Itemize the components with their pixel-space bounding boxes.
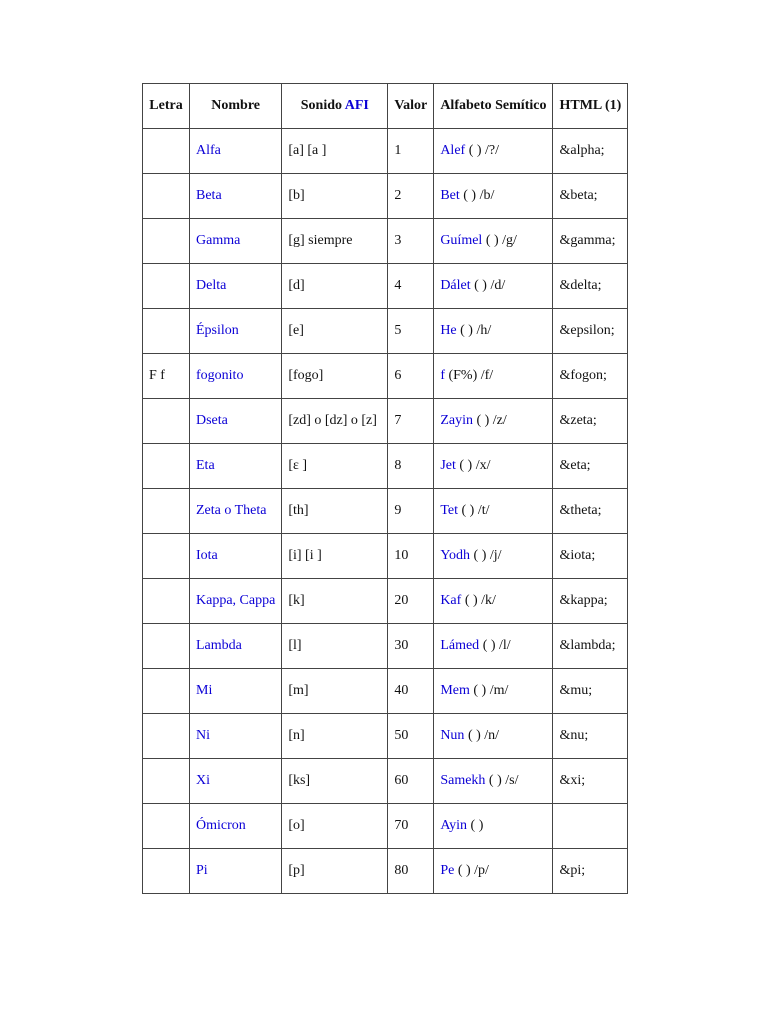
semitic-sound: ( )	[467, 818, 484, 833]
cell-nombre	[190, 669, 282, 714]
cell-html-text: &theta;	[559, 503, 602, 518]
cell-letra	[143, 219, 190, 264]
cell-valor-text: 30	[394, 638, 409, 653]
cell-valor	[388, 264, 434, 309]
semitic-sound: (F%) /f/	[444, 368, 494, 383]
cell-nombre-text[interactable]: Pi	[196, 863, 208, 878]
cell-letra	[143, 534, 190, 579]
cell-nombre	[190, 579, 282, 624]
semitic-letter-link[interactable]: Alef	[440, 143, 466, 158]
cell-alfabeto	[434, 444, 553, 489]
cell-sonido	[282, 714, 388, 759]
cell-nombre-text[interactable]: Xi	[196, 773, 210, 788]
cell-valor	[388, 399, 434, 444]
cell-nombre-text[interactable]: Ómicron	[196, 818, 246, 833]
cell-valor	[388, 354, 434, 399]
cell-letra	[143, 354, 190, 399]
cell-alfabeto	[434, 354, 553, 399]
cell-alfabeto	[434, 399, 553, 444]
cell-sonido	[282, 444, 388, 489]
table-row	[143, 759, 628, 804]
table-row	[143, 354, 628, 399]
cell-nombre	[190, 174, 282, 219]
cell-sonido	[282, 174, 388, 219]
semitic-sound: ( ) /g/	[482, 233, 517, 248]
cell-alfabeto	[434, 489, 553, 534]
cell-alfabeto	[434, 849, 553, 894]
cell-sonido	[282, 219, 388, 264]
cell-nombre	[190, 804, 282, 849]
cell-html-text: &kappa;	[559, 593, 608, 608]
cell-alfabeto	[434, 264, 553, 309]
afi-link[interactable]: AFI	[344, 98, 369, 113]
header-html: HTML (1)	[553, 84, 628, 129]
table-row	[143, 534, 628, 579]
cell-valor-text: 2	[394, 188, 402, 203]
cell-sonido-text: [zd] o [dz] o [z]	[288, 413, 377, 428]
cell-html	[553, 669, 628, 714]
cell-sonido-text: [ε ]	[288, 458, 308, 473]
cell-sonido-text: [a] [a ]	[288, 143, 327, 158]
cell-nombre-text[interactable]: Eta	[196, 458, 215, 473]
cell-html-text: &delta;	[559, 278, 602, 293]
cell-letra	[143, 129, 190, 174]
cell-html	[553, 129, 628, 174]
cell-nombre	[190, 489, 282, 534]
cell-nombre	[190, 219, 282, 264]
semitic-sound: ( ) /h/	[456, 323, 492, 338]
semitic-letter-link[interactable]: Kaf	[440, 593, 462, 608]
cell-nombre-text[interactable]: Mi	[196, 683, 213, 698]
cell-sonido-text: [m]	[288, 683, 309, 698]
cell-html-text: &eta;	[559, 458, 591, 473]
header-row	[143, 84, 628, 129]
semitic-sound: ( ) /?/	[465, 143, 500, 158]
cell-sonido	[282, 624, 388, 669]
cell-alfabeto	[434, 219, 553, 264]
cell-html-text: &lambda;	[559, 638, 616, 653]
cell-sonido-text: [fogo]	[288, 368, 324, 383]
table-row	[143, 714, 628, 759]
semitic-sound: ( ) /j/	[470, 548, 502, 563]
cell-html-text: &beta;	[559, 188, 598, 203]
cell-valor-text: 4	[394, 278, 402, 293]
cell-sonido	[282, 759, 388, 804]
greek-alphabet-table	[142, 83, 628, 894]
cell-html	[553, 714, 628, 759]
cell-alfabeto	[434, 669, 553, 714]
cell-nombre	[190, 534, 282, 579]
cell-html	[553, 309, 628, 354]
cell-sonido	[282, 309, 388, 354]
cell-valor-text: 10	[394, 548, 409, 563]
cell-valor-text: 1	[394, 143, 402, 158]
cell-nombre-text[interactable]: Lambda	[196, 638, 242, 653]
cell-nombre	[190, 399, 282, 444]
cell-valor	[388, 714, 434, 759]
cell-sonido-text: [th]	[288, 503, 309, 518]
cell-sonido	[282, 129, 388, 174]
cell-nombre-text[interactable]: Alfa	[196, 143, 221, 158]
semitic-letter-link[interactable]: Yodh	[440, 548, 471, 563]
cell-letra-text: F f	[149, 368, 165, 383]
cell-valor-text: 3	[394, 233, 402, 248]
cell-valor-text: 60	[394, 773, 409, 788]
semitic-letter-link[interactable]: Nun	[440, 728, 465, 743]
cell-html-text: &fogon;	[559, 368, 607, 383]
cell-alfabeto	[434, 129, 553, 174]
cell-html	[553, 399, 628, 444]
cell-sonido-text: [i] [i ]	[288, 548, 322, 563]
cell-html-text: &zeta;	[559, 413, 597, 428]
cell-sonido-text: [l]	[288, 638, 302, 653]
cell-nombre-text[interactable]: Iota	[196, 548, 218, 563]
cell-sonido-text: [o]	[288, 818, 305, 833]
table-row	[143, 444, 628, 489]
cell-valor-text: 8	[394, 458, 402, 473]
cell-sonido	[282, 669, 388, 714]
cell-letra	[143, 759, 190, 804]
cell-valor	[388, 849, 434, 894]
cell-sonido	[282, 849, 388, 894]
semitic-letter-link[interactable]: Zayin	[440, 413, 473, 428]
cell-nombre-text[interactable]: Dseta	[196, 413, 228, 428]
semitic-letter-link[interactable]: Guímel	[440, 233, 483, 248]
cell-nombre	[190, 444, 282, 489]
table-row	[143, 174, 628, 219]
cell-nombre-text[interactable]: Gamma	[196, 233, 241, 248]
cell-letra	[143, 579, 190, 624]
cell-valor	[388, 219, 434, 264]
cell-html	[553, 354, 628, 399]
cell-html-text: &gamma;	[559, 233, 616, 248]
cell-valor	[388, 804, 434, 849]
cell-valor-text: 50	[394, 728, 409, 743]
cell-sonido	[282, 264, 388, 309]
semitic-letter-link[interactable]: Samekh	[440, 773, 486, 788]
cell-letra	[143, 489, 190, 534]
cell-valor	[388, 489, 434, 534]
semitic-sound: ( ) /s/	[485, 773, 519, 788]
cell-valor	[388, 624, 434, 669]
cell-letra	[143, 309, 190, 354]
cell-sonido-text: [b]	[288, 188, 305, 203]
cell-sonido-text: [e]	[288, 323, 304, 338]
semitic-sound: ( ) /d/	[470, 278, 506, 293]
cell-valor-text: 9	[394, 503, 402, 518]
cell-html-text: &nu;	[559, 728, 589, 743]
header-nombre: Nombre	[190, 84, 282, 129]
cell-valor-text: 5	[394, 323, 402, 338]
cell-nombre-text[interactable]: Kappa, Cappa	[196, 593, 276, 608]
header-sonido-label: Sonido	[300, 98, 345, 113]
table-row	[143, 579, 628, 624]
table-row	[143, 219, 628, 264]
cell-alfabeto	[434, 534, 553, 579]
cell-alfabeto	[434, 309, 553, 354]
semitic-letter-link[interactable]: Mem	[440, 683, 470, 698]
cell-sonido	[282, 399, 388, 444]
cell-alfabeto	[434, 804, 553, 849]
semitic-sound: ( ) /x/	[455, 458, 491, 473]
header-alfabeto: Alfabeto Semítico	[434, 84, 553, 129]
cell-valor	[388, 444, 434, 489]
semitic-sound: ( ) /k/	[461, 593, 496, 608]
cell-html	[553, 264, 628, 309]
cell-nombre	[190, 714, 282, 759]
cell-sonido-text: [g] siempre	[288, 233, 353, 248]
cell-letra	[143, 624, 190, 669]
cell-sonido	[282, 804, 388, 849]
cell-valor-text: 6	[394, 368, 402, 383]
cell-html	[553, 489, 628, 534]
semitic-letter-link[interactable]: Ayin	[440, 818, 468, 833]
cell-html-text: &mu;	[559, 683, 593, 698]
cell-html	[553, 849, 628, 894]
cell-alfabeto	[434, 579, 553, 624]
table-row	[143, 129, 628, 174]
table-row	[143, 804, 628, 849]
table-row	[143, 849, 628, 894]
cell-valor-text: 80	[394, 863, 409, 878]
table-row	[143, 309, 628, 354]
cell-nombre-text[interactable]: Épsilon	[196, 323, 239, 338]
cell-html	[553, 534, 628, 579]
cell-nombre-text[interactable]: Ni	[196, 728, 210, 743]
cell-valor-text: 70	[394, 818, 409, 833]
cell-nombre-text[interactable]: Delta	[196, 278, 227, 293]
cell-letra	[143, 849, 190, 894]
semitic-letter-link[interactable]: Pe	[440, 863, 455, 878]
semitic-sound: ( ) /m/	[469, 683, 509, 698]
semitic-letter-link[interactable]: f	[440, 368, 445, 383]
cell-alfabeto	[434, 624, 553, 669]
table-row	[143, 669, 628, 714]
cell-nombre-text[interactable]: fogonito	[196, 368, 244, 383]
semitic-letter-link[interactable]: Bet	[440, 188, 460, 203]
semitic-letter-link[interactable]: Dálet	[440, 278, 471, 293]
table-body	[143, 129, 628, 894]
header-letra: Letra	[143, 84, 190, 129]
cell-letra	[143, 669, 190, 714]
semitic-sound: ( ) /n/	[464, 728, 500, 743]
cell-html	[553, 579, 628, 624]
cell-sonido-text: [d]	[288, 278, 305, 293]
table-header	[143, 84, 628, 129]
semitic-sound: ( ) /b/	[459, 188, 495, 203]
table-row	[143, 264, 628, 309]
cell-letra	[143, 174, 190, 219]
cell-nombre	[190, 354, 282, 399]
semitic-letter-link[interactable]: Lámed	[440, 638, 480, 653]
cell-valor	[388, 309, 434, 354]
semitic-letter-link[interactable]: Jet	[440, 458, 456, 473]
semitic-sound: ( ) /p/	[454, 863, 489, 878]
cell-nombre	[190, 849, 282, 894]
cell-sonido-text: [p]	[288, 863, 305, 878]
cell-letra	[143, 444, 190, 489]
cell-html	[553, 444, 628, 489]
table-row	[143, 399, 628, 444]
cell-nombre-text[interactable]: Zeta o Theta	[196, 503, 267, 518]
semitic-sound: ( ) /l/	[479, 638, 511, 653]
semitic-letter-link[interactable]: Tet	[440, 503, 458, 518]
cell-sonido	[282, 579, 388, 624]
cell-alfabeto	[434, 714, 553, 759]
table-row	[143, 489, 628, 534]
cell-letra	[143, 714, 190, 759]
cell-valor-text: 20	[394, 593, 409, 608]
cell-valor	[388, 534, 434, 579]
semitic-sound: ( ) /z/	[472, 413, 507, 428]
cell-html	[553, 174, 628, 219]
cell-html-text: &iota;	[559, 548, 596, 563]
cell-letra	[143, 399, 190, 444]
cell-valor	[388, 669, 434, 714]
cell-html-text: &xi;	[559, 773, 586, 788]
cell-html	[553, 219, 628, 264]
cell-nombre	[190, 624, 282, 669]
cell-valor	[388, 759, 434, 804]
cell-nombre	[190, 264, 282, 309]
cell-sonido-text: [n]	[288, 728, 305, 743]
table-row	[143, 624, 628, 669]
cell-valor	[388, 129, 434, 174]
cell-html	[553, 759, 628, 804]
cell-html	[553, 804, 628, 849]
header-valor: Valor	[388, 84, 434, 129]
cell-nombre	[190, 759, 282, 804]
semitic-letter-link[interactable]: He	[440, 323, 457, 338]
cell-html-text: &alpha;	[559, 143, 605, 158]
cell-sonido-text: [k]	[288, 593, 305, 608]
cell-valor	[388, 174, 434, 219]
cell-html-text: &epsilon;	[559, 323, 615, 338]
cell-nombre-text[interactable]: Beta	[196, 188, 222, 203]
cell-sonido-text: [ks]	[288, 773, 311, 788]
cell-valor-text: 7	[394, 413, 402, 428]
cell-alfabeto	[434, 759, 553, 804]
cell-html-text: &pi;	[559, 863, 586, 878]
cell-sonido	[282, 354, 388, 399]
cell-sonido	[282, 534, 388, 579]
cell-sonido	[282, 489, 388, 534]
cell-nombre	[190, 129, 282, 174]
cell-valor-text: 40	[394, 683, 409, 698]
cell-valor	[388, 579, 434, 624]
header-sonido	[282, 84, 388, 129]
cell-alfabeto	[434, 174, 553, 219]
cell-html	[553, 624, 628, 669]
semitic-sound: ( ) /t/	[458, 503, 490, 518]
cell-letra	[143, 264, 190, 309]
cell-nombre	[190, 309, 282, 354]
cell-letra	[143, 804, 190, 849]
